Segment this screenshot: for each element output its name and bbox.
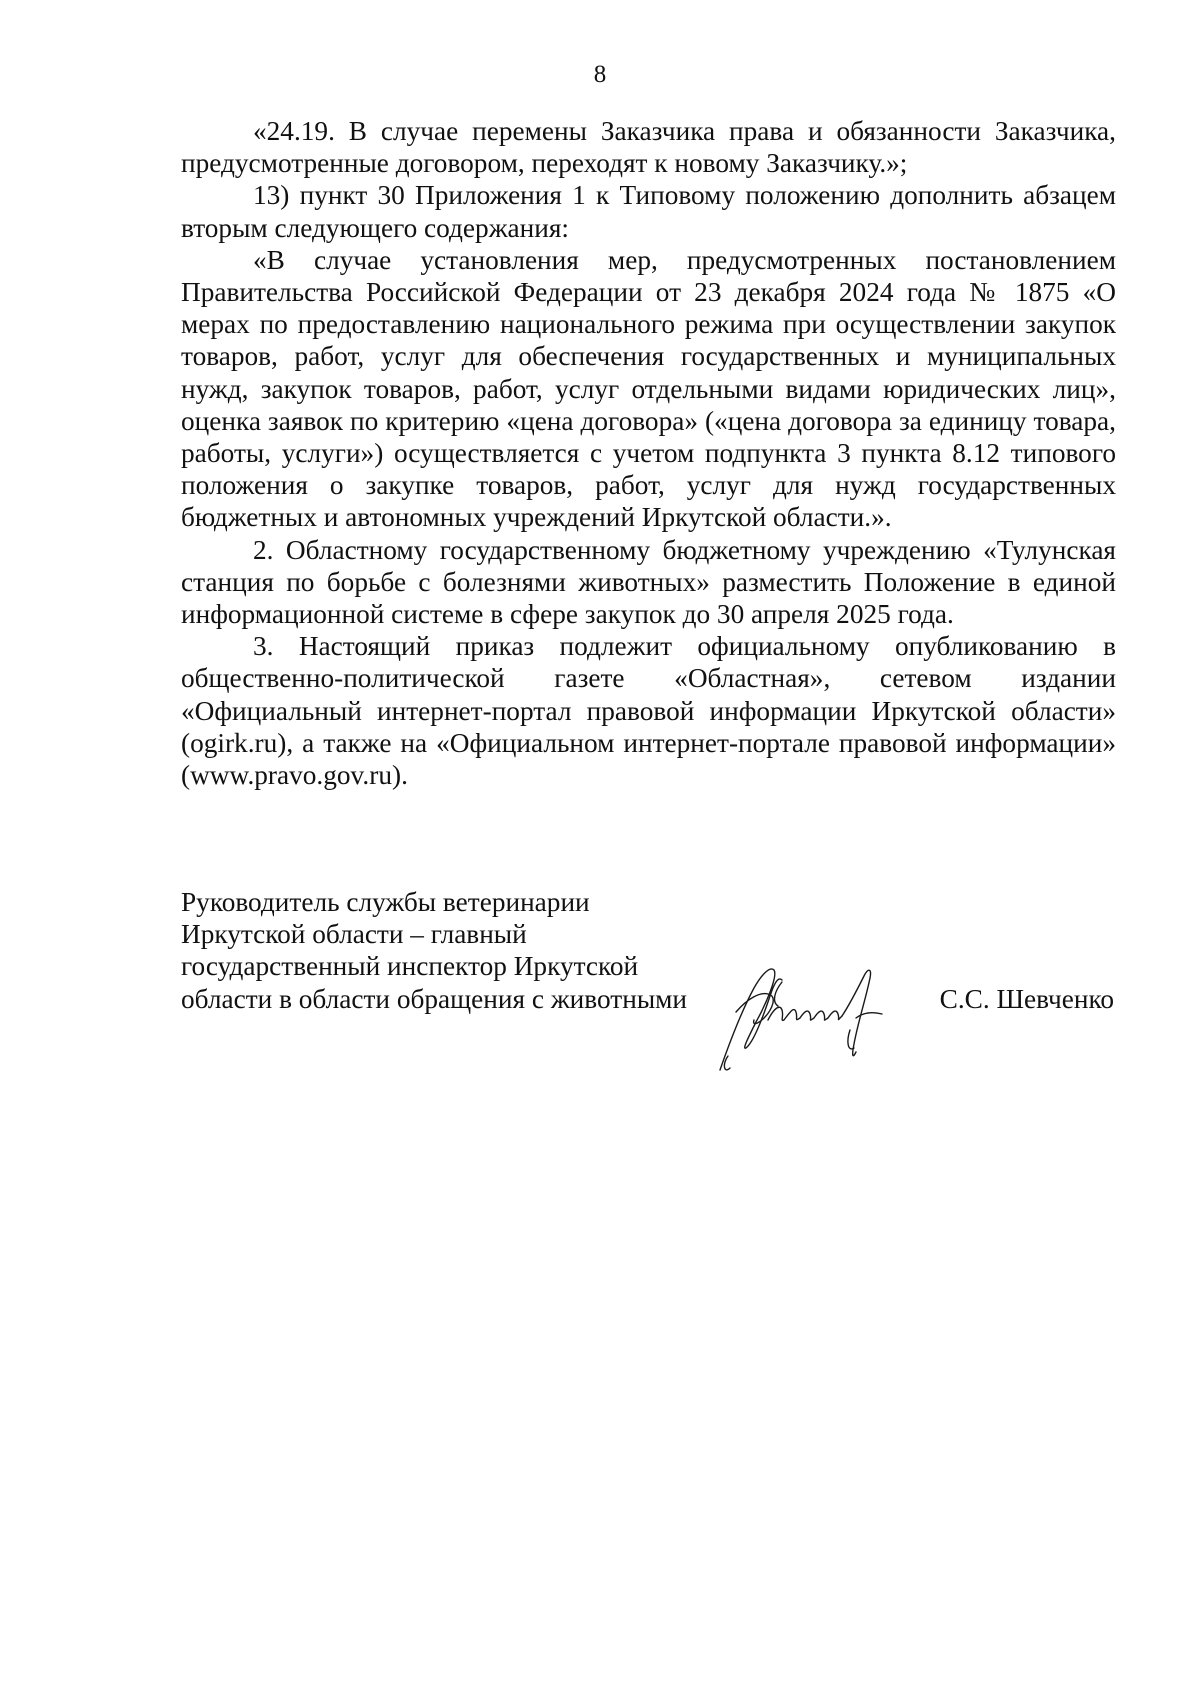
paragraph-clause-24-19: «24.19. В случае перемены Заказчика права и обязанности Заказчика, предусмотренные договором, переходят к новому Заказчику.»;	[181, 116, 1116, 179]
signature-block	[181, 886, 1116, 1086]
signer-name: С.С. Шевченко	[939, 983, 1114, 1014]
signer-title-line: Иркутской области – главный	[181, 919, 527, 950]
signer-title-line: государственный инспектор Иркутской	[181, 951, 639, 982]
handwritten-signature	[708, 952, 908, 1078]
signer-title-line: Руководитель службы ветеринарии	[181, 887, 590, 917]
paragraph-inserted-text: «В случае установления мер, предусмотренных постановлением Правительства Российской Федерации от 23 декабря 2024 года № 1875 «О мерах по предоставлению национального режима при осуществлении закупок товаров, работ, услуг для обеспечения государственных и муниципальных нужд, закупок товаров, работ, услуг отдельными видами юридических лиц», оценка заявок по критерию «цена договора» («цена договора за единицу товара, работы, услуги») осуществляется с учетом подпункта 3 пункта 8.12 типового положения о закупке товаров, работ, услуг для нужд государственных бюджетных и автономных учреждений Иркутской области.».	[181, 244, 1116, 533]
paragraph-item-13: 13) пункт 30 Приложения 1 к Типовому положению дополнить абзацем вторым следующего содержания:	[181, 180, 1116, 243]
paragraph-point-3: 3. Настоящий приказ подлежит официальному опубликованию в общественно-политической газете «Областная», сетевом издании «Официальный интернет-портал правовой информации Иркутской области» (ogirk.ru), а также на «Официальном интернет-портале правовой информации» (www.pravo.gov.ru).	[181, 631, 1116, 791]
signer-title	[181, 886, 721, 1015]
signer-title-line: области в области обращения с животными	[181, 983, 688, 1014]
page-number: 8	[593, 61, 607, 88]
paragraph-point-2: 2. Областному государственному бюджетному учреждению «Тулунская станция по борьбе с болезнями животных» разместить Положение в единой информационной системе в сфере закупок до 30 апреля 2025 года.	[181, 534, 1116, 630]
document-body	[181, 115, 1116, 791]
